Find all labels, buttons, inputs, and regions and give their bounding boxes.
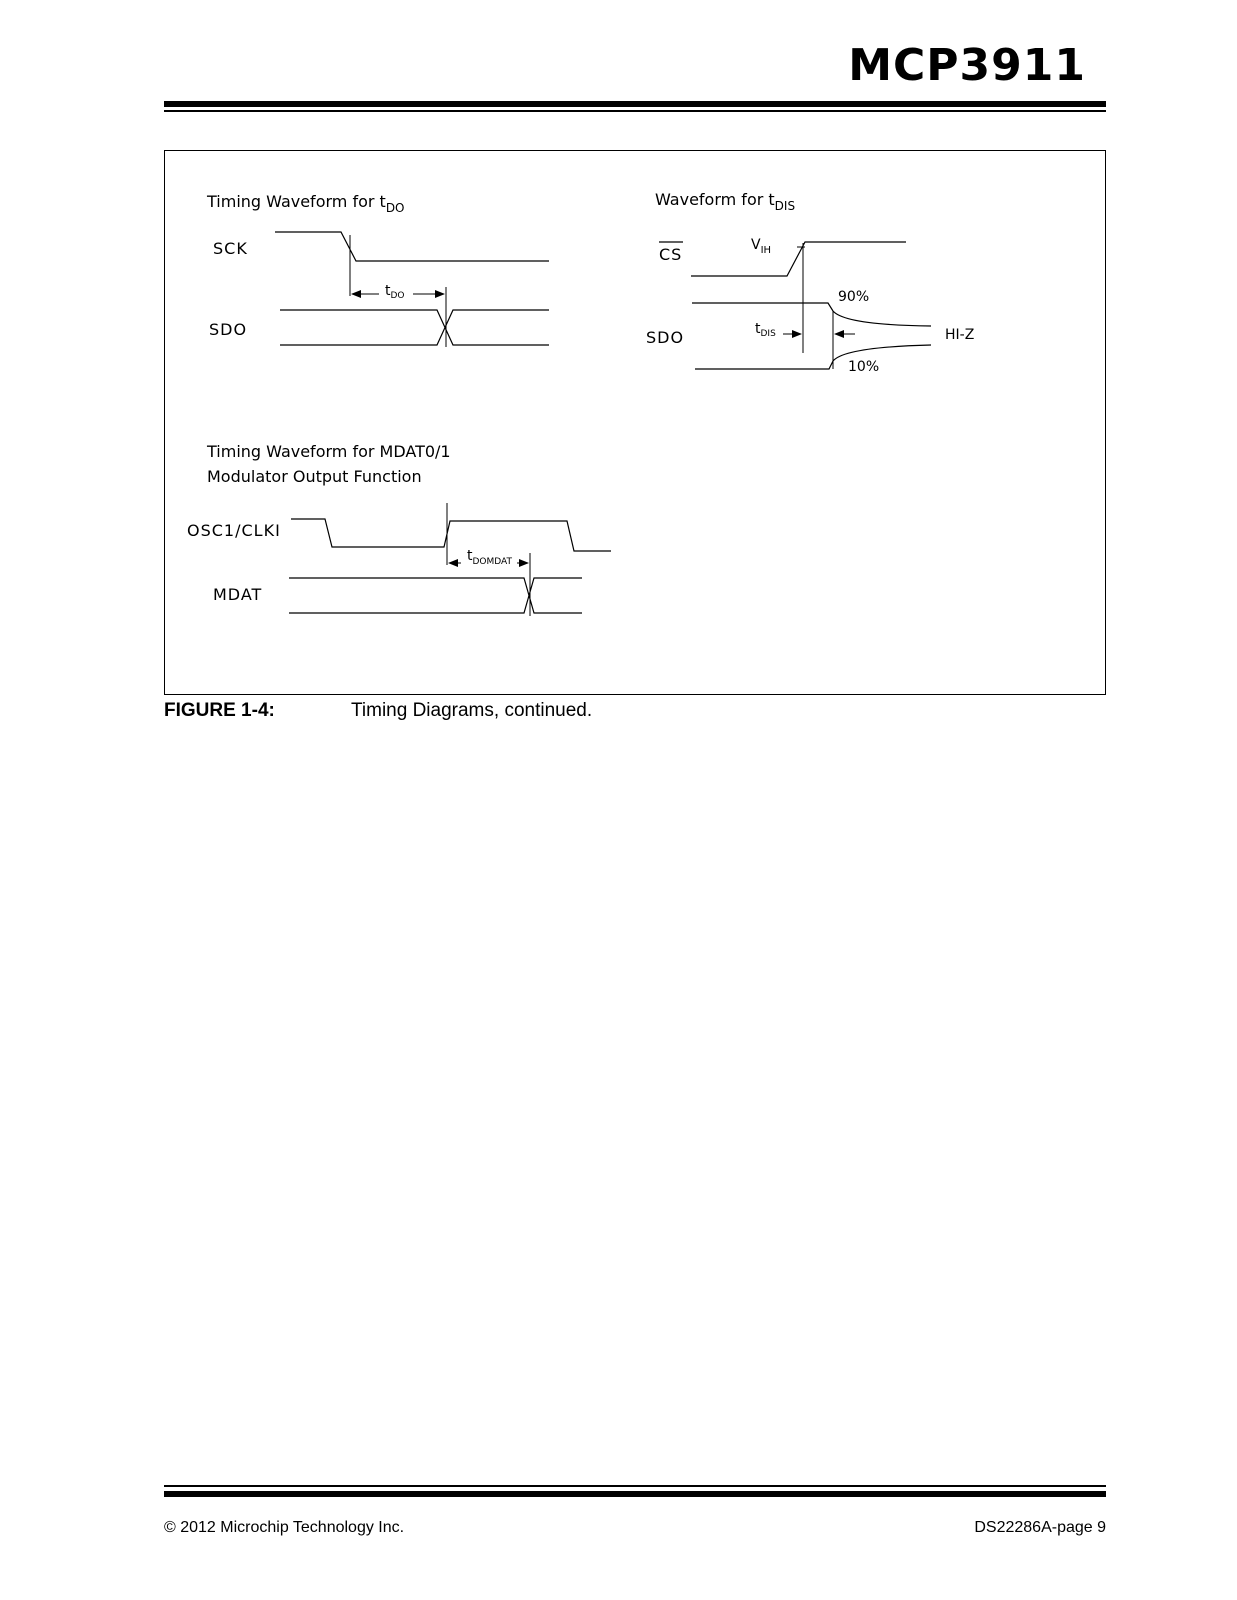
panel-tdo <box>206 192 549 347</box>
sck-waveform <box>275 232 549 261</box>
mdat-waveform-low <box>289 578 582 613</box>
sck-label: SCK <box>213 239 248 258</box>
footer-copyright: © 2012 Microchip Technology Inc. <box>164 1519 405 1536</box>
tdomdat-label: $t_{DOMDAT}$ <box>467 548 513 567</box>
sdo-dis-label: SDO <box>646 328 685 347</box>
panel-tdis <box>646 190 974 375</box>
sdo-dis-high <box>692 303 833 311</box>
osc-label: OSC1/CLKI <box>187 521 281 540</box>
footer-rule-thick <box>164 1491 1106 1497</box>
figure-box <box>164 150 1106 695</box>
panel-mdat-title-line1: Timing Waveform for MDAT0/1 <box>207 442 451 461</box>
header-rule-thick <box>164 101 1106 107</box>
mdat-label: MDAT <box>213 585 263 604</box>
timing-diagram <box>165 151 1107 696</box>
tdis-label: $t_{DIS}$ <box>755 321 776 339</box>
mdat-waveform-high <box>289 578 582 613</box>
sdo-waveform-high <box>280 310 549 345</box>
vih-label: $V_{IH}$ <box>751 237 772 256</box>
footer-rule-thin <box>164 1485 1106 1487</box>
header-rule-thin <box>164 110 1106 112</box>
hiz-label: HI-Z <box>945 327 975 343</box>
sdo-label: SDO <box>209 320 248 339</box>
tdo-label: $t_{DO}$ <box>385 283 405 301</box>
footer-page-number: DS22286A-page 9 <box>974 1519 1106 1536</box>
cs-label: CS <box>659 245 683 264</box>
sdo-dis-decay-high <box>833 311 931 326</box>
osc-waveform <box>291 519 611 551</box>
panel-mdat-title-line2: Modulator Output Function <box>207 467 422 486</box>
sdo-waveform-low <box>280 310 549 345</box>
pct10-label: 10% <box>848 359 880 375</box>
document-title: MCP3911 <box>848 40 1086 91</box>
figure-caption-number: FIGURE 1-4: <box>164 700 275 721</box>
panel-tdo-title: Timing Waveform for $t_{DO}$ <box>207 192 405 215</box>
panel-tdis-title: Waveform for $t_{DIS}$ <box>655 190 796 213</box>
sdo-dis-low <box>695 361 833 369</box>
figure-caption-text: Timing Diagrams, continued. <box>351 700 593 721</box>
panel-mdat <box>187 442 611 616</box>
pct90-label: 90% <box>838 289 870 305</box>
